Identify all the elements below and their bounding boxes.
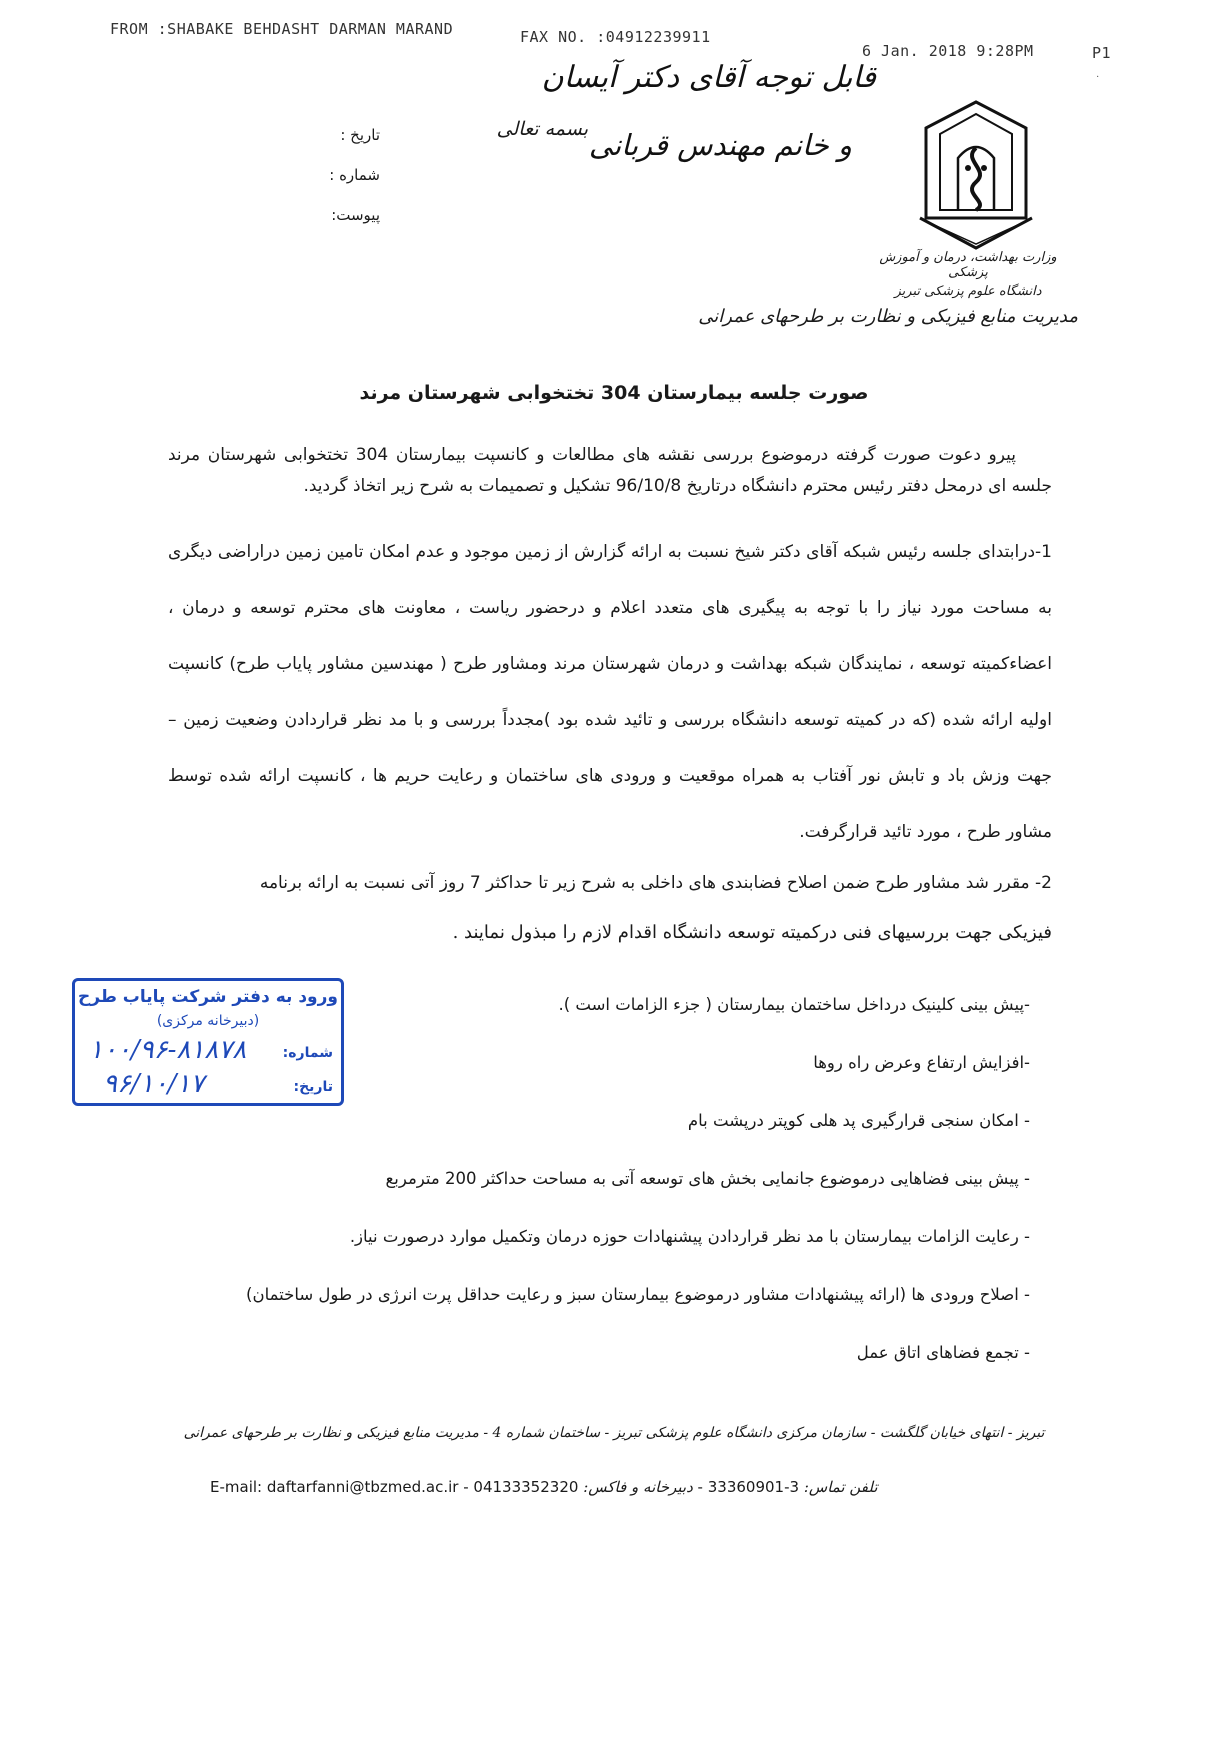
paragraph-intro: پیرو دعوت صورت گرفته درموضوع بررسی نقشه های مطالعات و کانسپت بیمارستان 304 تختخوابی شهرستان مرند جلسه ای درمحل دفتر رئیس محترم دانشگاه درتاریخ 96/10/8 تشکیل و تصمیمات به شرح زیر اتخاذ گردید.	[168, 445, 1052, 496]
university-logo-icon	[918, 98, 1034, 258]
footer-address: تبریز - انتهای خیابان گلگشت - سازمان مرکزی دانشگاه علوم پزشکی تبریز - ساختمان شماره 4 - مدیریت منابع فیزیکی و نظارت بر طرحهای عمرانی	[183, 1425, 1045, 1441]
number-label: شماره :	[329, 166, 380, 184]
footer-email: E-mail: daftarfanni@tbzmed.ac.ir	[210, 1478, 459, 1496]
fax-page: P1	[1092, 44, 1112, 62]
stamp-number-label: شماره:	[282, 1045, 333, 1061]
handwritten-addressee-1: قابل توجه آقای دکتر آیسان	[541, 60, 876, 95]
handwritten-addressee-2: و خانم مهندس قربانی	[588, 128, 852, 162]
footer-phone: 33360901-3	[707, 1478, 800, 1496]
scan-mark: ·	[1096, 72, 1100, 83]
paragraph-item-1: 1-درابتدای جلسه رئیس شبکه آقای دکتر شیخ نسبت به ارائه گزارش از زمین موجود و عدم امکان تامین زمین دراراضی دیگری به مساحت مورد نیاز را با توجه به پیگیری های متعدد اعلام و درحضور ریاست ، معاونت های محترم توسعه و درمان ، اعضاءکمیته توسعه ، نمایندگان شبکه بهداشت و درمان شهرستان مرند ومشاور طرح ( مهندسین مشاور پایاب طرح) کانسپت اولیه ارائه شده (که در کمیته توسعه دانشگاه بررسی و تائید شده بود )مجدداً بررسی و با مد نظر قراردادن وضعیت زمین – جهت وزش باد و تابش نور آفتاب به همراه موقعیت و ورودی های ساختمان و رعایت حریم ها ، کانسپت ارائه شده توسط مشاور طرح ، مورد تائید قرارگرفت.	[168, 542, 1052, 842]
paragraph-item-2-continued: فیزیکی جهت بررسیهای فنی درکمیته توسعه دانشگاه اقدام لازم را مبذول نمایند .	[452, 922, 1052, 943]
document-title: صورت جلسه بیمارستان 304 تختخوابی شهرستان مرند	[359, 382, 869, 404]
footer-fax-label: دبیرخانه و فاکس:	[583, 1478, 693, 1496]
paragraph-item-2: 2- مقرر شد مشاور طرح ضمن اصلاح فضابندی های داخلی به شرح زیر تا حداکثر 7 روز آتی نسبت به ارائه برنامه	[259, 873, 1052, 893]
letter-meta	[280, 126, 380, 246]
ministry-name: وزارت بهداشت، درمان و آموزش پزشکی	[879, 250, 1057, 280]
list-item: - رعایت الزامات بیمارستان با مد نظر قراردادن پیشنهادات حوزه درمان وتکمیل موارد درصورت نیاز.	[349, 1227, 1030, 1246]
list-item: - پیش بینی فضاهایی درموضوع جانمایی بخش های توسعه آتی به مساحت حداکثر 200 مترمربع	[385, 1169, 1030, 1188]
stamp-date-value: ۹۶/۱۰/۱۷	[103, 1069, 205, 1099]
footer-phone-label: تلفن تماس:	[803, 1478, 878, 1496]
list-item: -افزایش ارتفاع وعرض راه روها	[813, 1053, 1030, 1072]
fax-number: FAX NO. :04912239911	[520, 28, 711, 46]
attachment-label: پیوست:	[331, 206, 380, 224]
received-stamp	[72, 978, 344, 1106]
fax-from: FROM :SHABAKE BEHDASHT DARMAN MARAND	[110, 20, 454, 38]
stamp-subtitle: (دبیرخانه مرکزی)	[156, 1013, 260, 1029]
date-label: تاریخ :	[340, 126, 380, 144]
letter-body	[168, 440, 1052, 948]
university-name: دانشگاه علوم پزشکی تبریز	[894, 284, 1042, 299]
stamp-number-value: ۱۰۰/۹۶-۸۱۸۷۸	[89, 1035, 247, 1065]
footer-fax: 04133352320	[473, 1478, 579, 1496]
list-item: -پیش بینی کلینیک درداخل ساختمان بیمارستان ( جزء الزامات است ).	[558, 995, 1030, 1014]
department-name: مدیریت منابع فیزیکی و نظارت بر طرحهای عمرانی	[698, 306, 1078, 327]
list-item: - امکان سنجی قرارگیری پد هلی کوپتر درپشت بام	[687, 1111, 1030, 1130]
list-item: - اصلاح ورودی ها (ارائه پیشنهادات مشاور درموضوع بیمارستان سبز و رعایت حداقل پرت انرژی در طول ساختمان)	[246, 1285, 1030, 1304]
stamp-title: ورود به دفتر شرکت پایاب طرح	[78, 987, 338, 1007]
fax-date: 6 Jan. 2018 9:28PM	[862, 42, 1034, 60]
org-name	[868, 250, 1068, 303]
fax-header	[0, 14, 1228, 62]
footer-contact: E-mail: daftarfanni@tbzmed.ac.ir - 04133352320 دبیرخانه و فاکس: - 33360901-3 تلفن تماس:	[210, 1478, 878, 1496]
list-item: - تجمع فضاهای اتاق عمل	[856, 1343, 1030, 1362]
stamp-date-label: تاریخ:	[293, 1079, 333, 1095]
bismillah: بسمه تعالی	[496, 118, 588, 140]
